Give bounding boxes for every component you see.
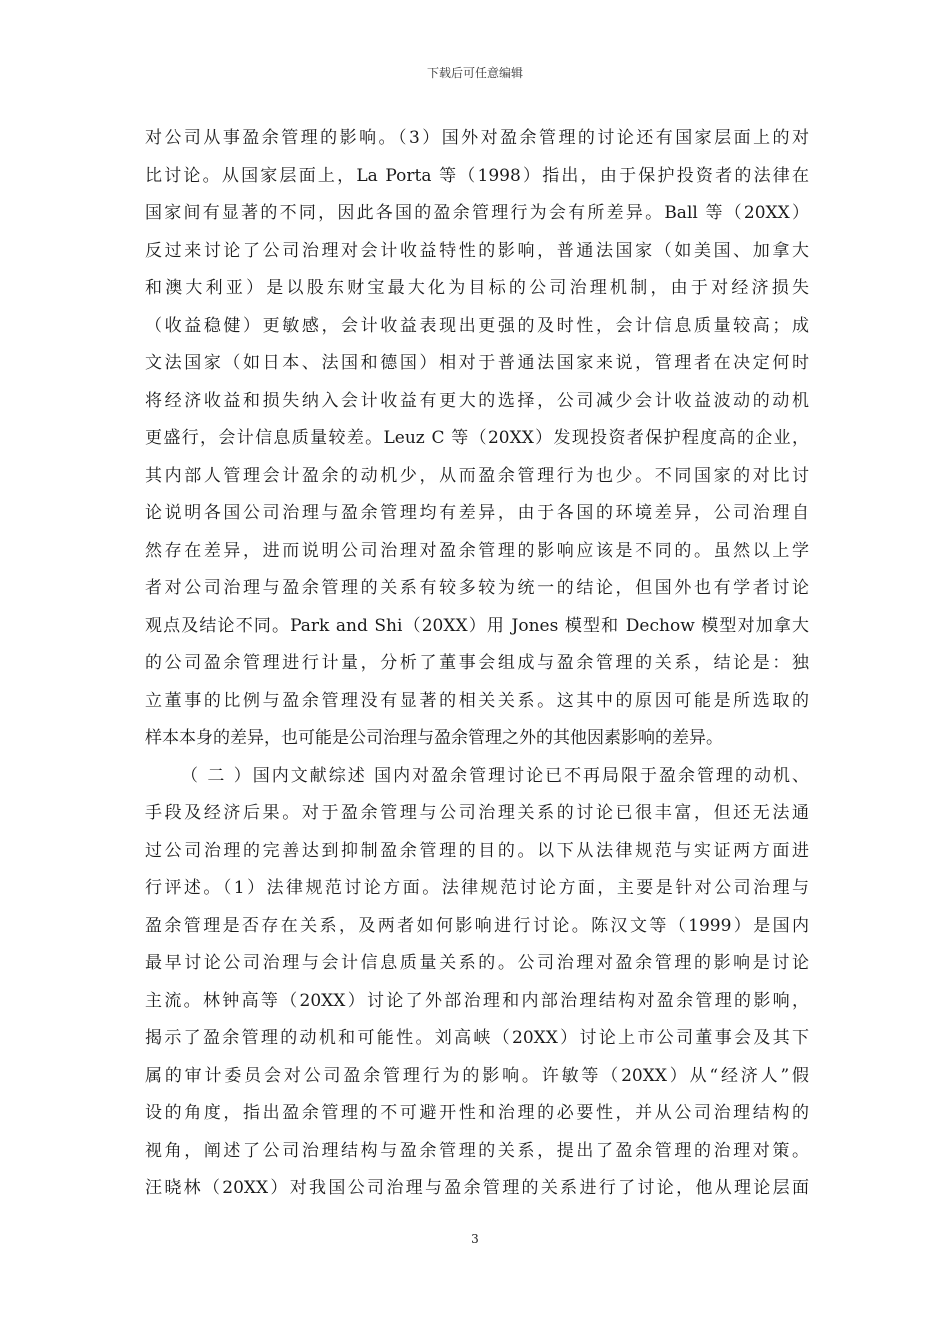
text-line: 和澳大利亚）是以股东财宝最大化为目标的公司治理机制，由于对经济损失 [145,278,809,298]
text-line: 立董事的比例与盈余管理没有显著的相关关系。这其中的原因可能是所选取的 [145,690,809,711]
section-heading-line: （ 二 ）国内文献综述 国内对盈余管理讨论已不再局限于盈余管理的动机、 [181,765,809,786]
text-line: 对公司从事盈余管理的影响。（3）国外对盈余管理的讨论还有国家层面上的对 [145,128,809,148]
text-line: 视角，阐述了公司治理结构与盈余管理的关系，提出了盈余管理的治理对策。 [145,1140,809,1161]
text-line: 论说明各国公司治理与盈余管理均有差异，由于各国的环境差异，公司治理自 [145,503,809,523]
body-text [145,120,809,1208]
text-line: 行评述。（1）法律规范讨论方面。法律规范讨论方面，主要是针对公司治理与 [145,878,809,898]
text-line: 文法国家（如日本、法国和德国）相对于普通法国家来说，管理者在决定何时 [145,353,809,373]
text-line: 揭示了盈余管理的动机和可能性。刘高峡（20XX）讨论上市公司董事会及其下 [145,1028,809,1048]
text-line: 反过来讨论了公司治理对会计收益特性的影响，普通法国家（如美国、加拿大 [145,240,809,261]
text-line: 主流。林钟高等（20XX）讨论了外部治理和内部治理结构对盈余管理的影响， [145,990,809,1011]
text-line: 将经济收益和损失纳入会计收益有更大的选择，公司减少会计收益波动的动机 [145,390,809,411]
text-line: 设的角度，指出盈余管理的不可避开性和治理的必要性，并从公司治理结构的 [145,1103,809,1123]
text-line: 的公司盈余管理进行计量，分析了董事会组成与盈余管理的关系，结论是：独 [145,653,809,673]
text-line: 汪晓林（20XX）对我国公司治理与盈余管理的关系进行了讨论，他从理论层面 [145,1178,809,1198]
text-line: 其内部人管理会计盈余的动机少，从而盈余管理行为也少。不同国家的对比讨 [145,465,809,486]
text-line: 观点及结论不同。Park and Shi（20XX）用 Jones 模型和 Dechow 模型对加拿大 [145,615,809,636]
text-line: 样本本身的差异，也可能是公司治理与盈余管理之外的其他因素影响的差异。 [145,728,723,748]
text-line: 手段及经济后果。对于盈余管理与公司治理关系的讨论已很丰富，但还无法通 [145,803,809,823]
text-line: 比讨论。从国家层面上，La Porta 等（1998）指出，由于保护投资者的法律在 [145,165,809,186]
text-line: 然存在差异，进而说明公司治理对盈余管理的影响应该是不同的。虽然以上学 [145,540,809,561]
text-line: 属的审计委员会对公司盈余管理行为的影响。许敏等（20XX）从“经济人”假 [145,1065,809,1086]
text-line: 更盛行，会计信息质量较差。Leuz C 等（20XX）发现投资者保护程度高的企业， [145,428,809,448]
text-line: 过公司治理的完善达到抑制盈余管理的目的。以下从法律规范与实证两方面进 [145,840,809,861]
text-line: 最早讨论公司治理与会计信息质量关系的。公司治理对盈余管理的影响是讨论 [145,953,809,973]
page-header: 下载后可任意编辑 [426,66,523,80]
text-line: （收益稳健）更敏感，会计收益表现出更强的及时性，会计信息质量较高；成 [145,315,809,336]
text-line: 国家间有显著的不同，因此各国的盈余管理行为会有所差异。Ball 等（20XX） [145,203,809,223]
text-line: 盈余管理是否存在关系，及两者如何影响进行讨论。陈汉文等（1999）是国内 [145,915,809,936]
text-line: 者对公司治理与盈余管理的关系有较多较为统一的结论，但国外也有学者讨论 [145,578,809,598]
page-number: 3 [471,1232,479,1246]
